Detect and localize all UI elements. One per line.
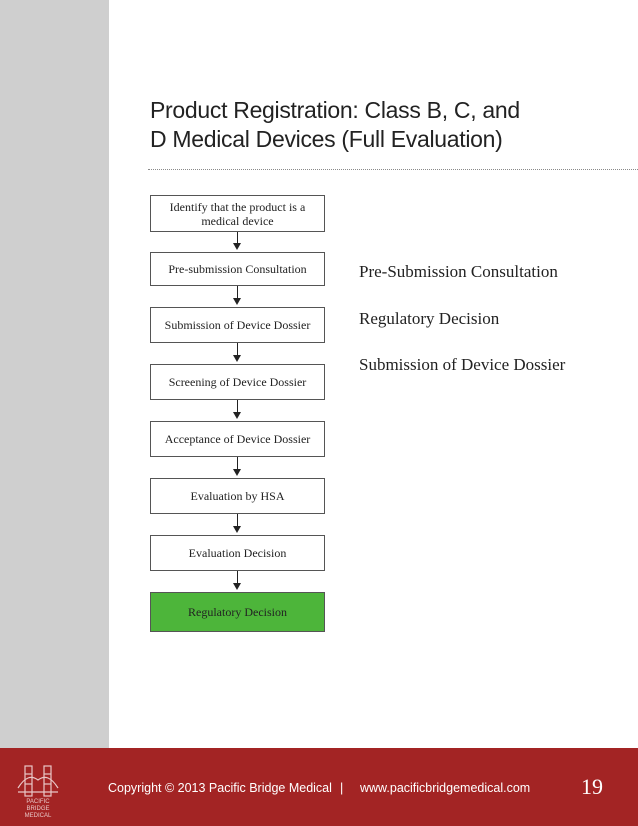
page-number: 19 [581,774,603,799]
flow-arrow-down-icon [233,243,241,250]
side-list-item: Regulatory Decision [359,309,500,328]
flow-connector-line [237,514,238,526]
flow-step-label: Pre-submission Consultation [168,262,307,276]
flow-connector-line [237,232,238,243]
flow-step-identify-device [150,195,325,232]
flow-step-label: Identify that the product is a medical device [169,199,306,228]
flow-step-pre-submission-consultation [150,252,325,286]
flow-step-submission-of-device-dossier [150,307,325,343]
footer-copyright: Copyright © 2013 Pacific Bridge Medical [108,781,332,795]
flow-connector-line [237,400,238,412]
logo-text-line: MEDICAL [24,813,52,818]
flow-connector-line [237,571,238,583]
flow-arrow-down-icon [233,298,241,305]
footer-website-link[interactable]: www.pacificbridgemedical.com [360,781,531,795]
flow-step-evaluation-by-hsa [150,478,325,514]
flow-arrow-down-icon [233,469,241,476]
flow-arrow-down-icon [233,412,241,419]
flow-step-label: Submission of Device Dossier [164,318,311,332]
side-list-item: Pre-Submission Consultation [359,262,558,281]
flow-arrow-down-icon [233,583,241,590]
flow-step-evaluation-decision [150,535,325,571]
flow-connector-line [237,286,238,298]
page-title-line-1: Product Registration: Class B, C, and [150,97,520,123]
flow-step-label: Acceptance of Device Dossier [164,432,311,446]
page-title [150,96,620,154]
pacific-bridge-logo-icon [16,762,60,818]
flow-step-acceptance-of-device-dossier [150,421,325,457]
flow-connector-line [237,457,238,469]
flow-arrow-down-icon [233,355,241,362]
page-title-line-2: D Medical Devices (Full Evaluation) [150,126,503,152]
flow-arrow-down-icon [233,526,241,533]
flow-step-label: Screening of Device Dossier [168,375,307,389]
side-list-item: Submission of Device Dossier [359,355,566,374]
flow-connector-line [237,343,238,355]
flow-step-label: Evaluation Decision [188,546,287,560]
left-gray-strip [0,0,109,748]
logo-text-line: PACIFIC [26,799,50,805]
flow-step-label: Evaluation by HSA [190,489,285,503]
footer-separator: | [340,781,344,795]
flow-step-regulatory-decision [150,592,325,632]
flow-step-label: Regulatory Decision [188,605,287,619]
flow-step-screening-of-device-dossier [150,364,325,400]
title-divider [148,169,638,170]
logo-text-line: BRIDGE [26,806,50,812]
